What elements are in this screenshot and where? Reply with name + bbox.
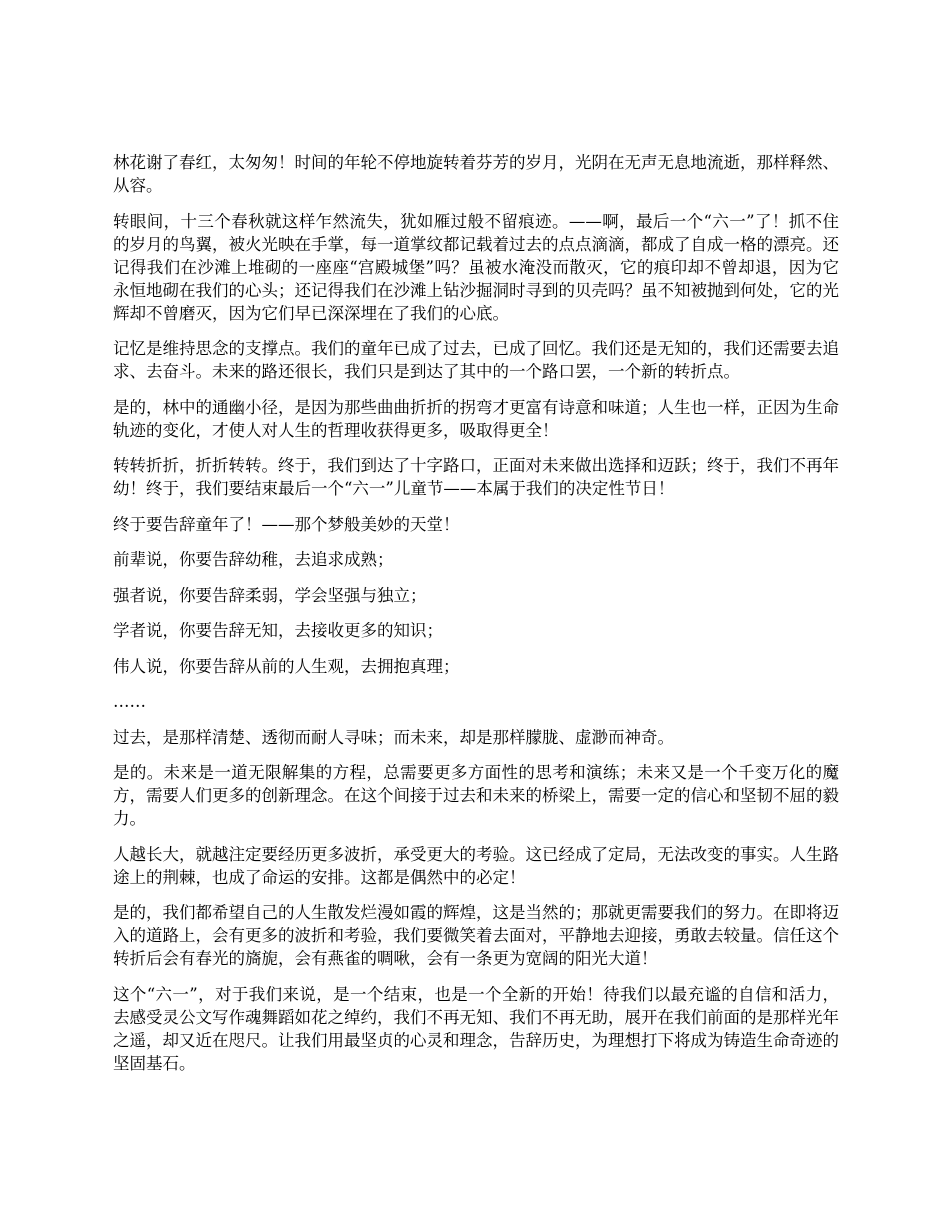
- paragraph-7: 前辈说，你要告辞幼稚，去追求成熟；: [113, 550, 394, 569]
- paragraph-2: 转眼间，十三个春秋就这样乍然流失，犹如雁过般不留痕迹。——啊，最后一个“六一”了！抓不住的岁月的鸟翼，被火光映在手掌，每一道掌纹都记载着过去的点点滴滴，都成了自成一格的漂亮。还记得我们在沙滩上堆砌的一座座“宫殿城堡”吗？虽被水淹没而散灭，它的痕印却不曾却退，因为它永恒地砌在我们的心头；还记得我们在沙滩上钻沙掘洞时寻到的贝壳吗？虽不知被抛到何处，它的光辉却不曾磨灭，因为它们早已深深埋在了我们的心底。: [113, 211, 839, 323]
- document-body: [113, 151, 839, 1087]
- paragraph-8: 强者说，你要告辞柔弱，学会坚强与独立；: [113, 585, 427, 605]
- paragraph-3: 记忆是维持思念的支撑点。我们的童年已成了过去，已成了回忆。我们还是无知的，我们还需要去追求、去奋斗。未来的路还很长，我们只是到达了其中的一个路口罢，一个新的转折点。: [113, 339, 839, 381]
- paragraph-13: 是的。未来是一道无限解集的方程，总需要更多方面性的思考和演练；未来又是一个千变万化的魔方，需要人们更多的创新理念。在这个间接于过去和未来的桥梁上，需要一定的信心和坚韧不屈的毅力。: [113, 763, 839, 828]
- paragraph-1: 林花谢了春红，太匆匆！时间的年轮不停地旋转着芬芳的岁月，光阴在无声无息地流逝，那样释然、从容。: [113, 153, 839, 195]
- paragraph-10: 伟人说，你要告辞从前的人生观，去拥抱真理；: [113, 656, 460, 676]
- paragraph-9: 学者说，你要告辞无知，去接收更多的知识；: [113, 621, 443, 640]
- paragraph-15: 是的，我们都希望自己的人生散发烂漫如霞的辉煌，这是当然的；那就更需要我们的努力。在即将迈入的道路上，会有更多的波折和考验，我们要微笑着去面对，平静地去迎接，勇敢去较量。信任这个转折后会有春光的旖旎，会有燕雀的啁啾，会有一条更为宽阔的阳光大道！: [113, 903, 839, 968]
- paragraph-12: 过去，是那样清楚、透彻而耐人寻味；而未来，却是那样朦胧、虚渺而神奇。: [113, 727, 674, 747]
- paragraph-4: 是的，林中的通幽小径，是因为那些曲曲折折的拐弯才更富有诗意和味道；人生也一样，正因为生命轨迹的变化，才使人对人生的哲理收获得更多，吸取得更全！: [113, 397, 839, 440]
- paragraph-14: 人越长大，就越注定要经历更多波折，承受更大的考验。这已经成了定局，无法改变的事实。人生路途上的荆棘，也成了命运的安排。这都是偶然中的必定！: [113, 844, 839, 887]
- paragraph-5: 转转折折，折折转转。终于，我们到达了十字路口，正面对未来做出选择和迈跃；终于，我们不再年幼！终于，我们要结束最后一个“六一”儿童节——本属于我们的决定性节日！: [113, 456, 839, 498]
- paragraph-16: 这个“六一”，对于我们来说，是一个结束，也是一个全新的开始！待我们以最充谧的自信和活力，去感受灵公文写作魂舞蹈如花之绰约，我们不再无知、我们不再无助，展开在我们前面的是那样光年之遥，却又近在咫尺。让我们用最坚贞的心灵和理念，告辞历史，为理想打下将成为铸造生命奇迹的坚固基石。: [113, 984, 839, 1073]
- ellipsis-line: ……: [113, 692, 146, 711]
- paragraph-6: 终于要告辞童年了！——那个梦般美妙的天堂！: [113, 514, 460, 534]
